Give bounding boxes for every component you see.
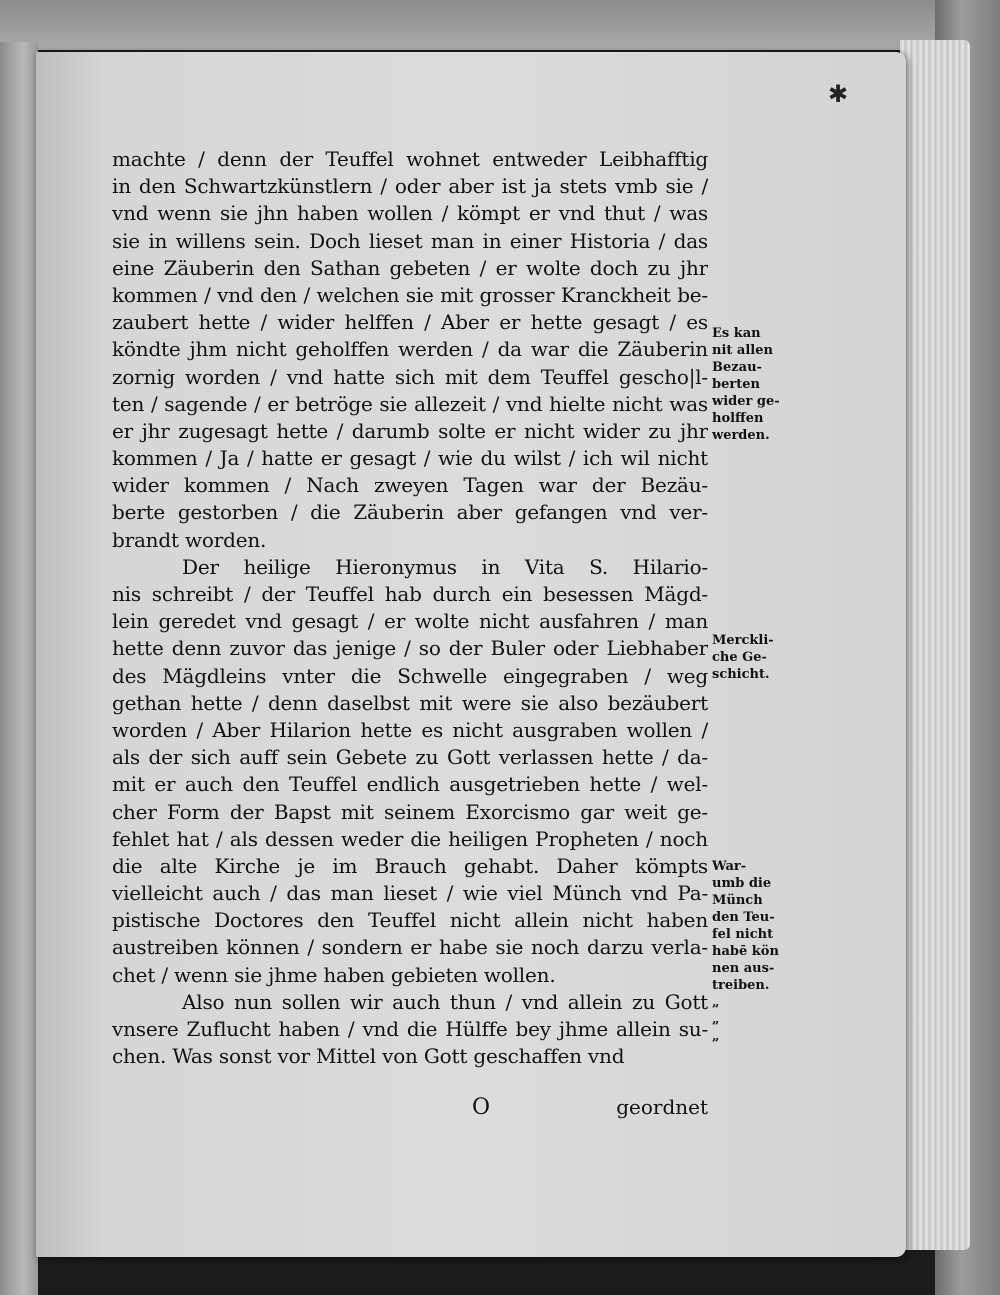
page-footer <box>112 1095 708 1125</box>
marginal-note-line: „ <box>712 995 720 1010</box>
text-line: vnsere Zuflucht haben / vnd die Hülffe bey jhme allein su- <box>112 1017 708 1041</box>
text-line: Der heilige Hieronymus in Vita S. Hilario- <box>182 554 708 579</box>
left-page-edge <box>0 42 38 1295</box>
text-line: lein geredet vnd gesagt / er wolte nicht ausfahren / man <box>112 609 708 634</box>
text-line: worden / Aber Hilarion hette es nicht ausgraben wollen / <box>112 717 708 742</box>
text-line: pistische Doctores den Teuffel nicht allein nicht haben <box>112 908 708 933</box>
marginal-note-line: holffen <box>712 411 764 426</box>
text-line: eine Zäuberin den Sathan gebeten / er wolte doch zu jhr <box>112 255 708 280</box>
text-line: wider kommen / Nach zweyen Tagen war der Bezäu- <box>112 473 708 498</box>
signature-mark: O <box>472 1095 491 1120</box>
marginal-note-line: che Ge- <box>712 650 767 665</box>
text-line: die alte Kirche je im Brauch gehabt. Daher kömpts <box>112 853 708 878</box>
text-line: köndte jhm nicht geholffen werden / da war die Zäuberin <box>112 337 708 362</box>
marginal-note-line: „ <box>712 1029 720 1044</box>
text-line: cher Form der Bapst mit seinem Exorcismo gar weit ge- <box>112 799 708 824</box>
marginal-note-1 <box>712 325 804 444</box>
marginal-note-line: War- <box>712 859 747 874</box>
ink-blot-mark: ✱ <box>828 80 849 108</box>
text-line: vielleicht auch / das man lieset / wie viel Münch vnd Pa- <box>112 881 708 906</box>
marginal-note-line: Merckli- <box>712 633 774 648</box>
text-line: chet / wenn sie jhme haben gebieten wollen. <box>112 962 556 987</box>
text-line: zornig worden / vnd hatte sich mit dem Teuffel gescho|l- <box>112 364 708 389</box>
text-line: Also nun sollen wir auch thun / vnd allein zu Gott <box>182 989 708 1014</box>
text-line: vnd wenn sie jhn haben wollen / kömpt er vnd thut / was <box>112 201 708 226</box>
marginal-note-3 <box>712 858 804 1045</box>
marginal-note-line: nen aus- <box>712 961 775 976</box>
text-line: des Mägdleins vnter die Schwelle eingegraben / weg <box>112 663 708 688</box>
text-line: hette denn zuvor das jenige / so der Buler oder Liebhaber <box>112 636 708 661</box>
main-text-block <box>112 146 708 1070</box>
text-line: chen. Was sonst vor Mittel von Gott geschaffen vnd <box>112 1044 625 1069</box>
text-line: fehlet hat / als dessen weder die heiligen Propheten / noch <box>112 826 708 851</box>
marginal-note-line: den Teu- <box>712 910 775 925</box>
marginal-note-2 <box>712 632 804 683</box>
marginal-note-line: umb die <box>712 876 772 891</box>
marginal-note-line: habē kön <box>712 944 779 959</box>
marginal-note-line: schicht. <box>712 667 770 682</box>
text-line: kommen / Ja / hatte er gesagt / wie du wilst / ich wil nicht <box>112 446 708 471</box>
text-line: machte / denn der Teuffel wohnet entweder Leibhafftig <box>112 147 708 171</box>
page-stack-edge <box>900 40 970 1250</box>
marginal-note-line: Bezau- <box>712 360 762 375</box>
text-line: ten / sagende / er betröge sie allezeit / vnd hielte nicht was <box>112 391 708 416</box>
text-line: brandt worden. <box>112 527 267 552</box>
book-top-edge <box>0 0 1000 50</box>
marginal-note-line: fel nicht <box>712 927 774 942</box>
text-line: in den Schwartzkünstlern / oder aber ist ja stets vmb sie / <box>112 174 708 199</box>
marginal-note-line: werden. <box>712 428 770 443</box>
text-line: er jhr zugesagt hette / darumb solte er nicht wider zu jhr <box>112 418 708 443</box>
marginal-note-line: berten <box>712 377 760 392</box>
marginal-note-line: nit allen <box>712 343 773 358</box>
marginal-note-line: Münch <box>712 893 763 908</box>
text-line: nis schreibt / der Teuffel hab durch ein besessen Mägd- <box>112 582 708 606</box>
text-line: gethan hette / denn daselbst mit were sie also bezäubert <box>112 690 708 715</box>
text-line: kommen / vnd den / welchen sie mit grosser Kranckheit be- <box>112 282 708 307</box>
text-line: austreiben können / sondern er habe sie noch darzu verla- <box>112 935 708 960</box>
marginal-note-line: treiben. <box>712 978 770 993</box>
marginal-note-line: „ <box>712 1012 720 1027</box>
marginal-note-line: Es kan <box>712 326 761 341</box>
text-line: zaubert hette / wider helffen / Aber er hette gesagt / es <box>112 310 708 335</box>
catchword: geordnet <box>616 1095 708 1119</box>
text-line: mit er auch den Teuffel endlich ausgetrieben hette / wel- <box>112 772 708 797</box>
text-line: als der sich auff sein Gebete zu Gott verlassen hette / da- <box>112 745 708 770</box>
text-line: sie in willens sein. Doch lieset man in einer Historia / das <box>112 228 708 253</box>
marginal-note-line: wider ge- <box>712 394 780 409</box>
text-line: berte gestorben / die Zäuberin aber gefangen vnd ver- <box>112 500 708 525</box>
